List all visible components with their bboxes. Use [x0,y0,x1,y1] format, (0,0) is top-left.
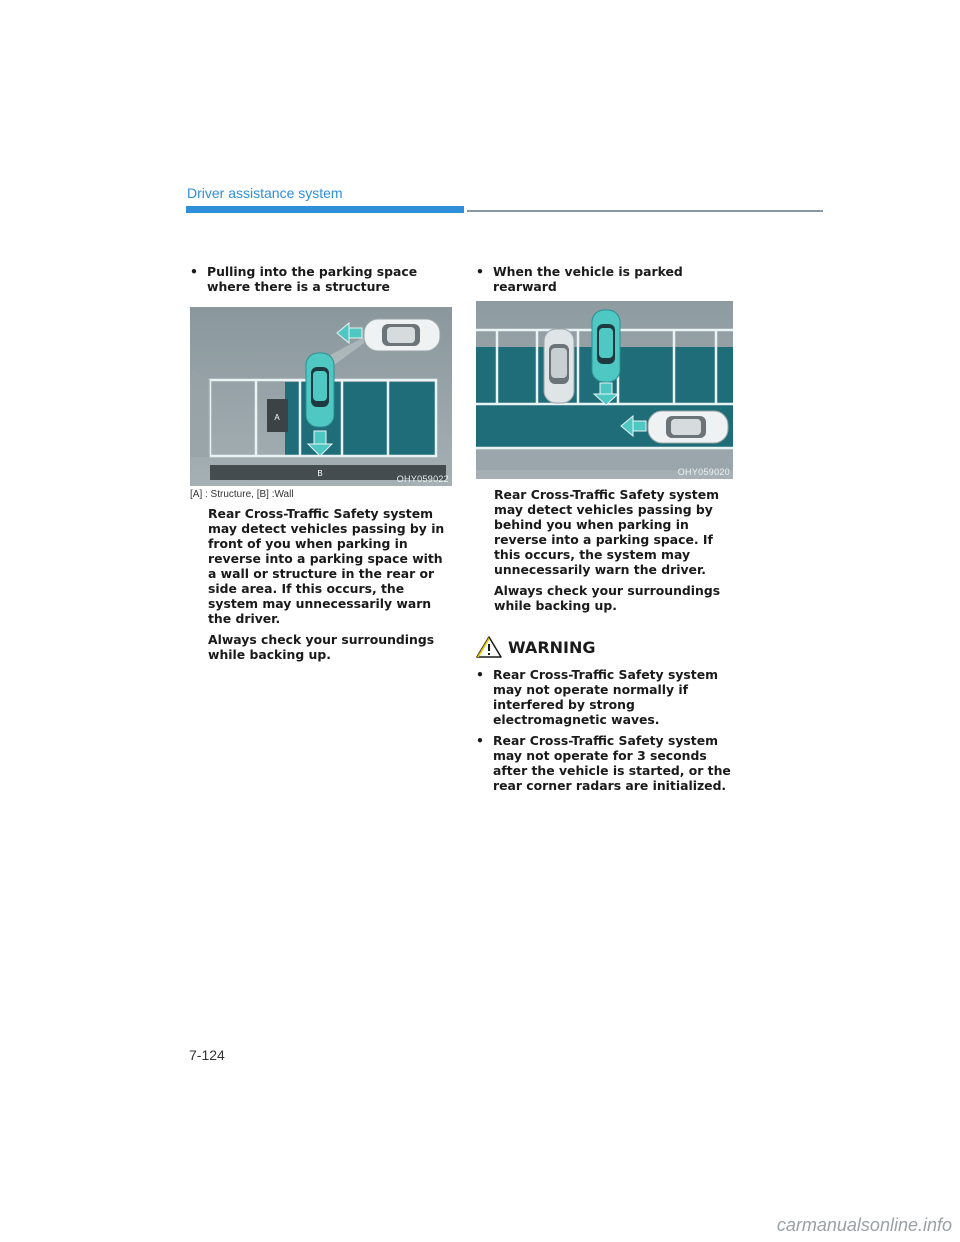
header-bar-accent [186,206,464,213]
page-number: 7-124 [189,1047,225,1063]
right-column [476,264,738,793]
left-paragraph-2: Always check your surroundings while backing up. [208,632,435,662]
figure-caption: [A] : Structure, [B] :Wall [190,489,294,500]
parking-structure-illustration [190,307,452,486]
parking-rearward-illustration [476,301,733,479]
warning-icon [476,635,502,659]
passing-car [364,319,440,351]
right-bullet: • When the vehicle is parked rearward [476,264,738,294]
reversing-car [306,353,334,427]
passing-car [648,411,728,443]
warning-title: WARNING [508,637,596,657]
left-paragraph-1: Rear Cross-Traffic Safety system may detect vehicles passing by in front of you when parking in reverse into a parking space with a wall or structure in the rear or side area. If this occurs, the system may unnecessarily warn the driver. [208,506,445,626]
left-bullet: • Pulling into the parking space where there is a structure [190,264,452,294]
figure-code: OHY059022 [396,474,449,484]
figure-structure-parking [190,307,452,486]
warning-item-2: • Rear Cross-Traffic Safety system may not operate for 3 seconds after the vehicle is started, or the rear corner radars are initialized. [476,733,738,793]
parked-car [544,329,574,403]
figure-rearward-parking [476,301,733,479]
watermark: carmanualsonline.info [776,1215,952,1235]
header-bar-rule [467,210,823,212]
warning-heading [476,635,738,659]
left-column [190,264,452,662]
warning-item-1: • Rear Cross-Traffic Safety system may not operate normally if interfered by strong electromagnetic waves. [476,667,738,727]
wall-label: B [317,469,323,478]
structure-label: A [274,413,280,422]
header-title: Driver assistance system [187,185,343,201]
right-paragraph-1: Rear Cross-Traffic Safety system may detect vehicles passing by behind you when parking in reverse into a parking space. If this occurs, the system may unnecessarily warn the driver. [494,487,720,577]
reversing-car [592,310,620,382]
right-paragraph-2: Always check your surroundings while backing up. [494,583,721,613]
figure-code: OHY059020 [677,467,730,477]
